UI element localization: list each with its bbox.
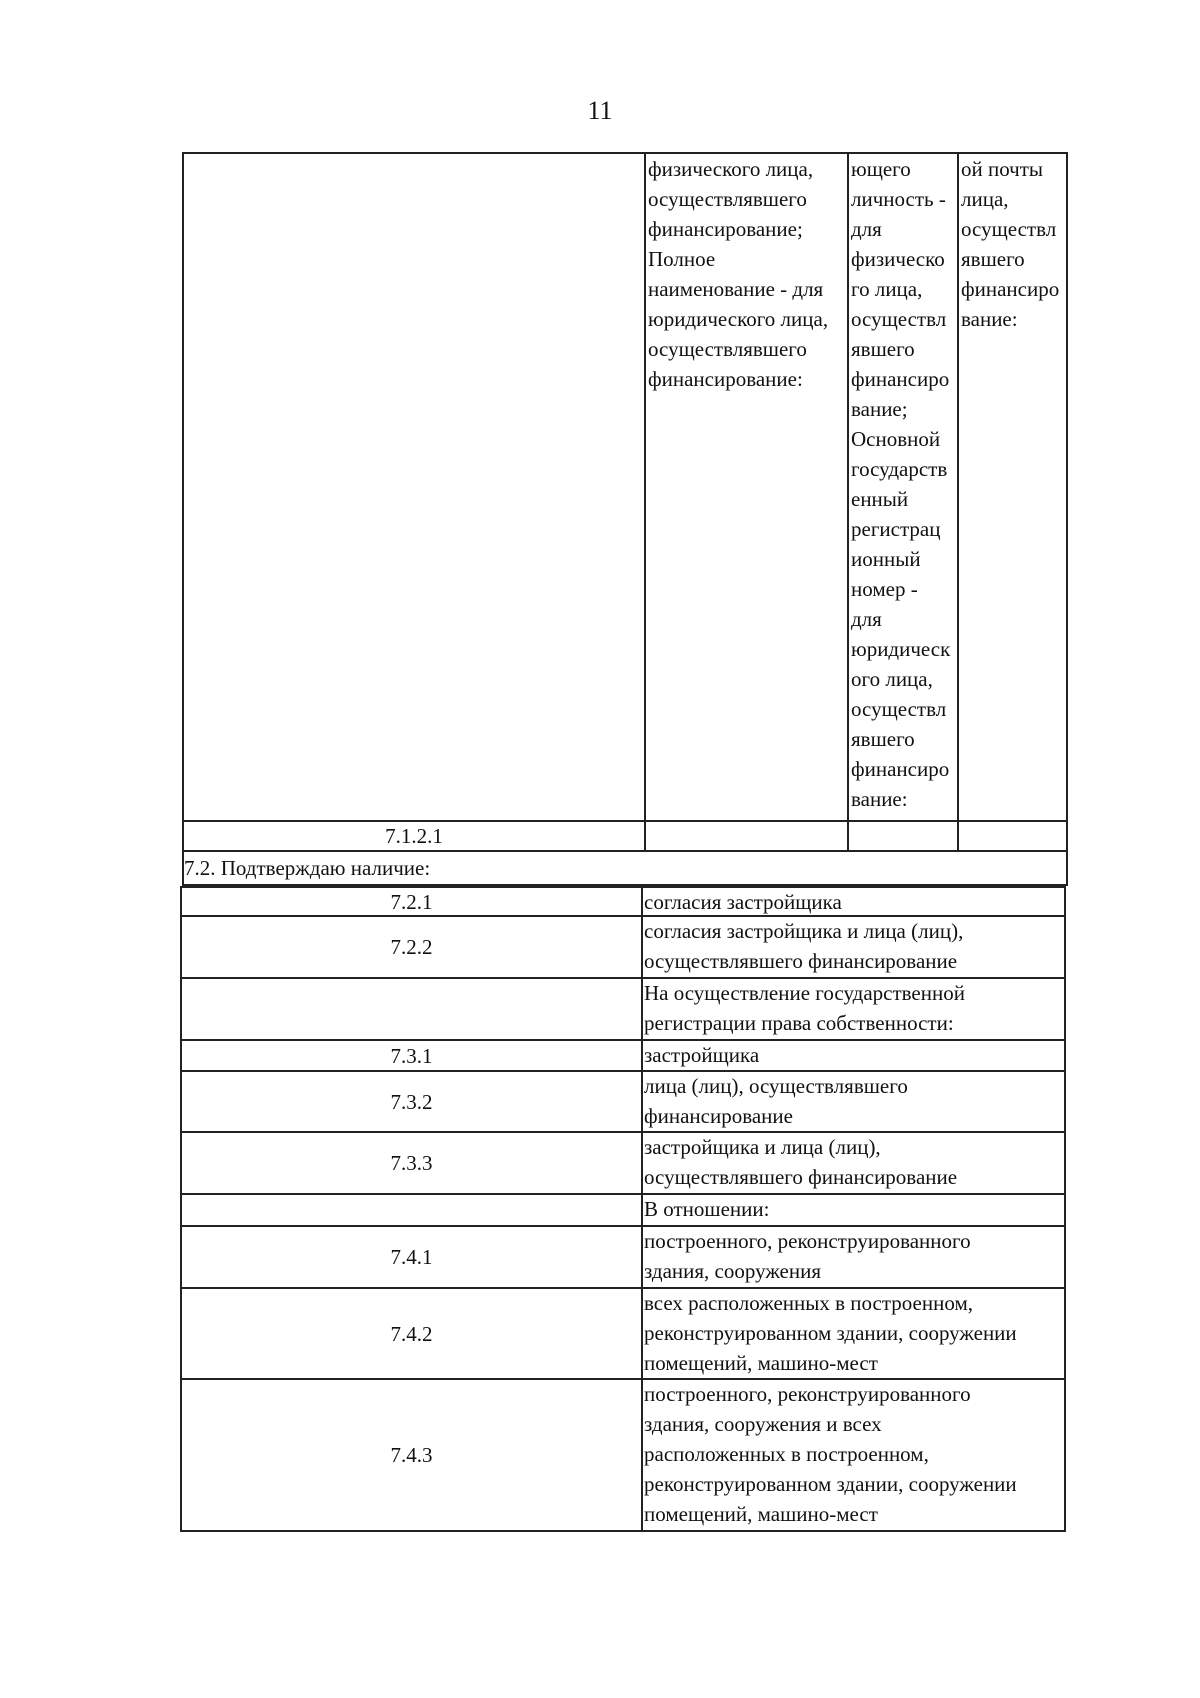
page-number: 11	[587, 96, 613, 125]
cell-text-line: физическо	[851, 247, 945, 271]
cell-text-line: финансирование;	[648, 217, 803, 241]
cell-text-line: здания, сооружения и всех	[644, 1412, 882, 1436]
cell-text-line: вание:	[851, 787, 908, 811]
table-row-divider	[641, 1193, 643, 1227]
table-row-divider	[641, 1131, 643, 1195]
table-row-border-right	[1064, 1070, 1066, 1133]
table-row-divider	[641, 1378, 643, 1532]
cell-text-line: осуществлявшего	[648, 187, 807, 211]
row-number: 7.3.3	[390, 1151, 433, 1175]
table-border-right	[1066, 152, 1068, 852]
cell-text-line: регистрации права собственности:	[644, 1011, 954, 1035]
cell-text-line: осуществл	[961, 217, 1057, 241]
table-row-border-left	[180, 977, 182, 1041]
table-border-bottom	[180, 1530, 1066, 1532]
table-row-border-top	[180, 1193, 1066, 1195]
cell-text-line: Полное	[648, 247, 716, 271]
cell-text-line: помещений, машино-мест	[644, 1351, 878, 1375]
section-header: 7.2. Подтверждаю наличие:	[184, 856, 431, 880]
cell-text-line: наименование - для	[648, 277, 824, 301]
cell-text-line: реконструированном здании, сооружении	[644, 1472, 1017, 1496]
table-row-divider	[641, 1225, 643, 1289]
table-row-border-right	[1064, 1131, 1066, 1195]
cell-text-line: номер -	[851, 577, 918, 601]
cell-text-line: расположенных в построенном,	[644, 1442, 929, 1466]
row-number: 7.4.1	[390, 1245, 433, 1269]
row-number: 7.3.1	[390, 1043, 433, 1068]
cell-text-line: ионный	[851, 547, 921, 571]
cell-text-line: осуществлявшего финансирование	[644, 1165, 958, 1189]
cell-text-line: Основной	[851, 427, 941, 451]
table-row-border-right	[1064, 977, 1066, 1041]
table-row-border-right	[1064, 1225, 1066, 1289]
row-number: 7.3.2	[390, 1089, 433, 1114]
cell-text-line: ющего	[851, 157, 911, 181]
table-row-divider	[641, 1070, 643, 1133]
cell-text-line: ой почты	[961, 157, 1044, 181]
cell-text-line: финансиро	[851, 757, 950, 781]
table-row-border-right	[1064, 1287, 1066, 1380]
cell-text-line: явшего	[961, 247, 1025, 271]
row-number: 7.2.2	[390, 935, 433, 959]
cell-text-line: осуществл	[851, 697, 947, 721]
table-row-border-right	[1064, 886, 1066, 917]
cell-text-line: явшего	[851, 727, 915, 751]
cell-text-line: регистрац	[851, 517, 941, 541]
cell-text-line: построенного, реконструированного	[644, 1229, 971, 1253]
table-border-top	[182, 152, 1068, 154]
table-row-border-top	[180, 1131, 1066, 1133]
table-row-border-top	[180, 1070, 1066, 1072]
cell-text-line: для	[851, 217, 882, 241]
table-row-divider	[641, 977, 643, 1041]
row-number: 7.4.2	[390, 1321, 433, 1346]
row-number: 7.2.1	[390, 889, 433, 914]
cell-text-line: осуществл	[851, 307, 947, 331]
cell-text-line: финансирование	[644, 1104, 793, 1128]
cell-text-line: финансиро	[961, 277, 1060, 301]
table-row-border-right	[1064, 1378, 1066, 1532]
cell-text-line: го лица,	[851, 277, 923, 301]
table-row-border-left	[180, 1193, 182, 1227]
table-row-border-right	[1064, 1193, 1066, 1227]
cell-text-line: В отношении:	[644, 1197, 770, 1221]
cell-text-line: финансиро	[851, 367, 950, 391]
cell-text-line: физического лица,	[648, 157, 814, 181]
row-number: 7.1.2.1	[385, 824, 443, 848]
cell-text-line: явшего	[851, 337, 915, 361]
cell-text-line: реконструированном здании, сооружении	[644, 1321, 1017, 1345]
cell-text-line: юридического лица,	[648, 307, 829, 331]
cell-text-line: вание;	[851, 397, 908, 421]
table-row-divider	[641, 915, 643, 979]
cell-text-line: для	[851, 607, 882, 631]
cell-text-line: построенного, реконструированного	[644, 1382, 971, 1406]
cell-text-line: застройщика	[644, 1043, 760, 1067]
col-divider-1	[644, 152, 646, 852]
table-row-divider	[641, 1287, 643, 1380]
col-divider-3	[957, 152, 959, 852]
col-divider-2	[847, 152, 849, 852]
table-row-border-right	[1064, 915, 1066, 979]
cell-text-line: На осуществление государственной	[644, 981, 965, 1005]
cell-text-line: ого лица,	[851, 667, 933, 691]
cell-text-line: юридическ	[851, 637, 951, 661]
row-number: 7.4.3	[390, 1443, 433, 1467]
cell-text-line: помещений, машино-мест	[644, 1502, 878, 1526]
cell-text-line: государств	[851, 457, 948, 481]
cell-text-line: здания, сооружения	[644, 1259, 822, 1283]
table-row-border-right	[1064, 1039, 1066, 1072]
section-border-right	[1066, 850, 1068, 886]
cell-text-line: лица (лиц), осуществлявшего	[644, 1074, 908, 1098]
cell-text-line: осуществлявшего	[648, 337, 807, 361]
cell-text-line: енный	[851, 487, 909, 511]
cell-text-line: согласия застройщика	[644, 890, 842, 914]
cell-text-line: лица,	[961, 187, 1009, 211]
table-border-left	[182, 152, 184, 852]
cell-text-line: вание:	[961, 307, 1018, 331]
cell-text-line: застройщика и лица (лиц),	[644, 1135, 881, 1159]
cell-text-line: всех расположенных в построенном,	[644, 1291, 973, 1315]
cell-text-line: согласия застройщика и лица (лиц),	[644, 919, 964, 943]
cell-text-line: финансирование:	[648, 367, 803, 391]
table-row-divider	[641, 886, 643, 917]
cell-text-line: осуществлявшего финансирование	[644, 949, 958, 973]
table-row-divider	[641, 1039, 643, 1072]
cell-text-line: личность -	[851, 187, 946, 211]
